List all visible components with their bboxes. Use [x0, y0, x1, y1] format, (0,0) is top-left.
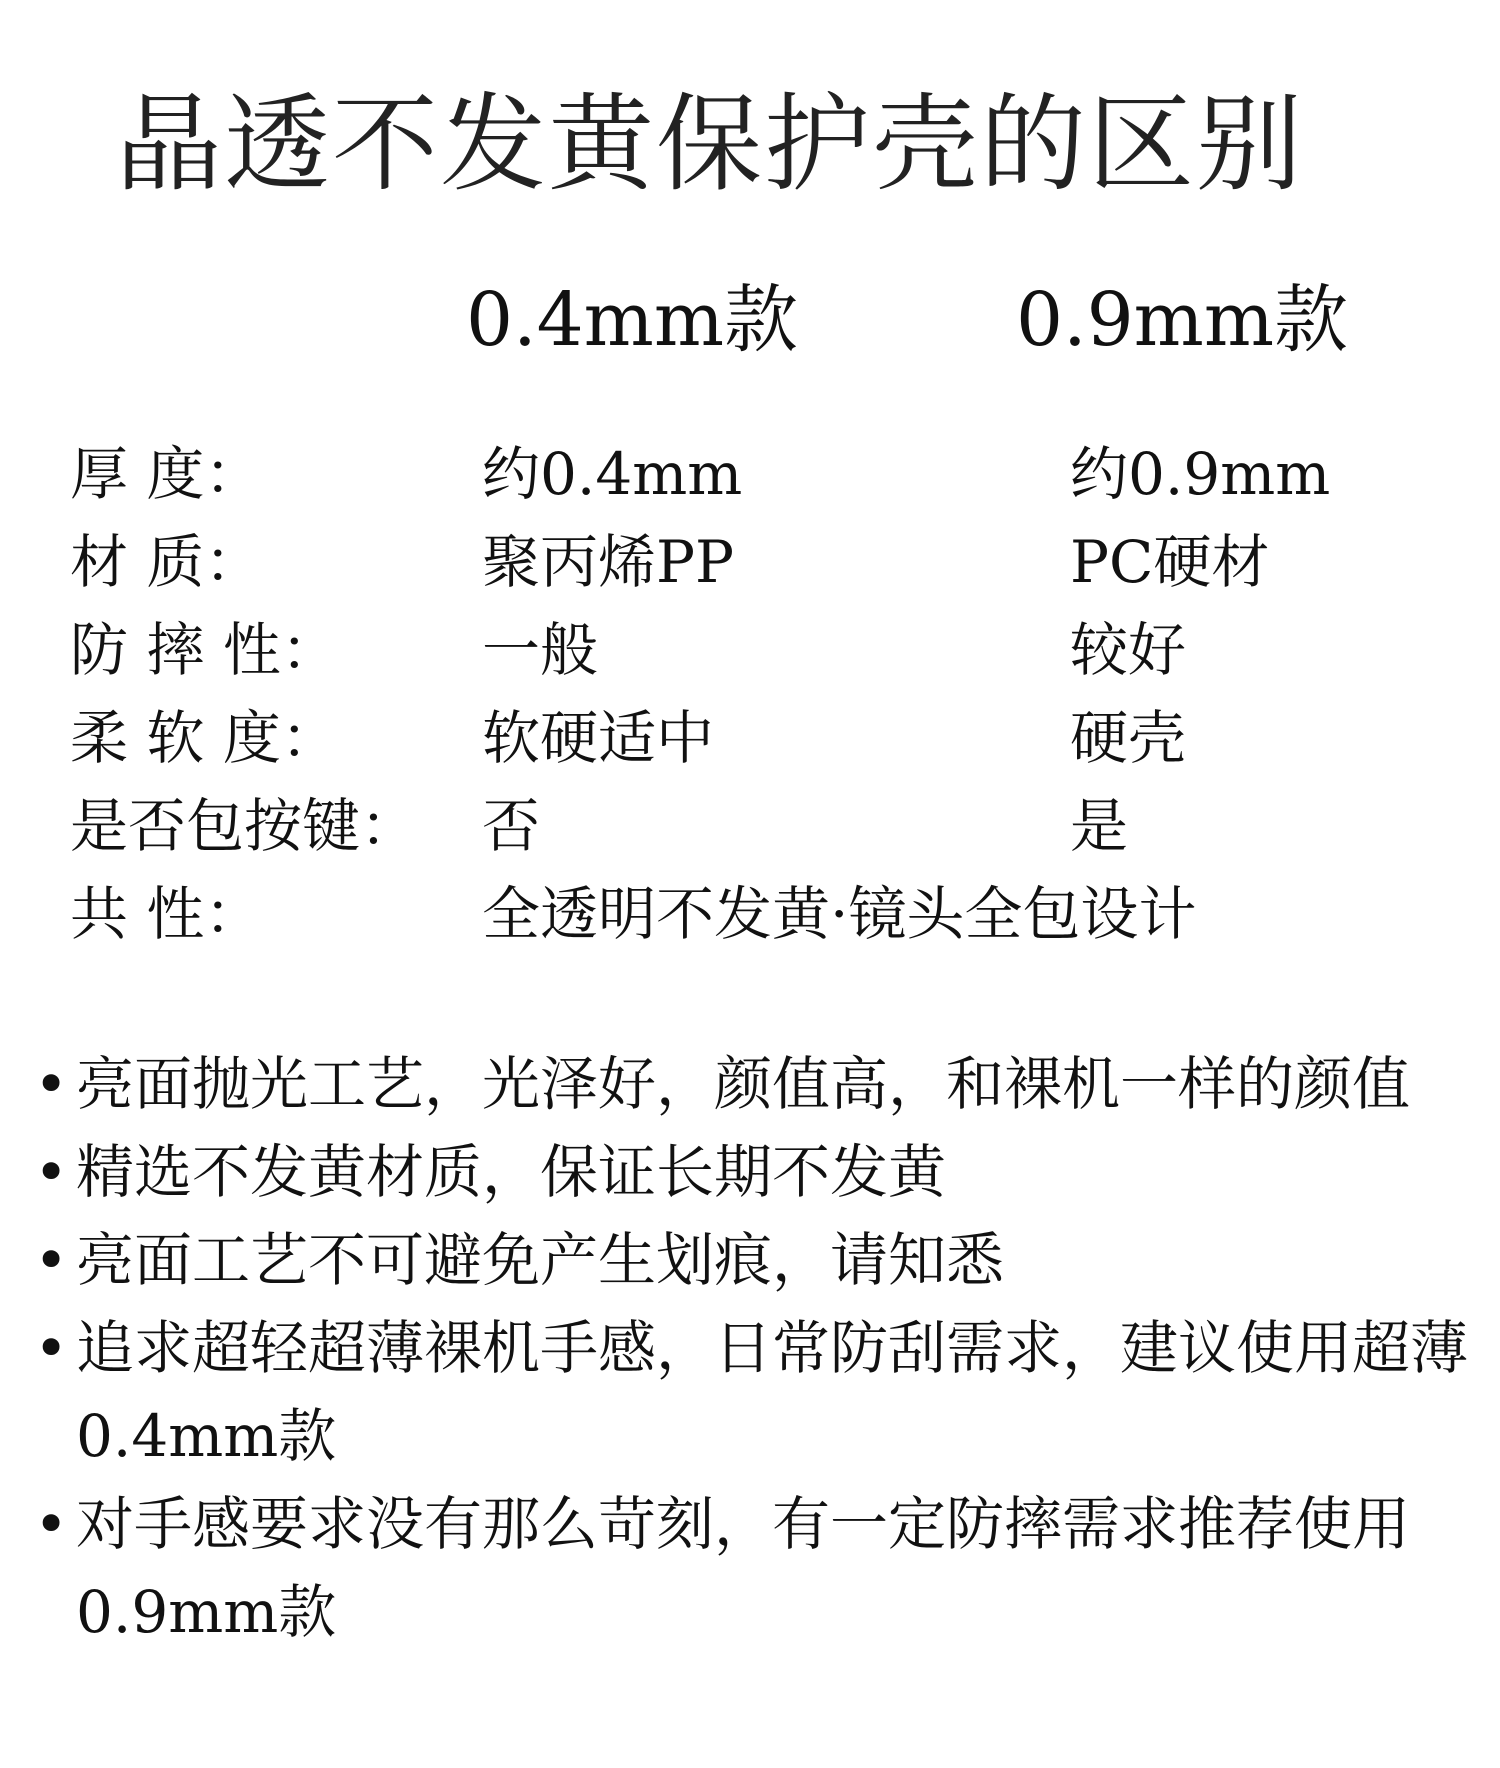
spec-value-0-9mm: 硬壳	[1070, 704, 1187, 772]
spec-value-0-4mm: 约0.4mm	[482, 440, 743, 508]
spec-row-material	[0, 518, 1500, 606]
spec-label: 防 摔 性：	[70, 616, 339, 684]
page-title: 晶透不发黄保护壳的区别	[116, 83, 1304, 206]
list-item	[30, 1304, 1470, 1480]
spec-label: 柔 软 度：	[70, 704, 339, 772]
spec-label: 厚 度：	[70, 440, 263, 508]
list-item-text: 亮面工艺不可避免产生划痕，请知悉	[76, 1226, 1005, 1294]
spec-value-0-9mm: 较好	[1070, 616, 1187, 684]
list-item-text: 追求超轻超薄裸机手感，日常防刮需求，建议使用超薄0.4mm款	[76, 1314, 1469, 1470]
spec-value-0-4mm: 聚丙烯PP	[482, 528, 735, 596]
spec-value-common: 全透明不发黄·镜头全包设计	[482, 880, 1197, 948]
spec-row-softness	[0, 694, 1500, 782]
spec-value-0-9mm: 是	[1070, 792, 1129, 860]
spec-row-thickness	[0, 430, 1500, 518]
spec-label: 材 质：	[70, 528, 263, 596]
spec-row-drop-resistance	[0, 606, 1500, 694]
bullet-icon: •	[34, 1314, 69, 1382]
list-item-text: 亮面抛光工艺，光泽好，颜值高，和裸机一样的颜值	[76, 1050, 1411, 1118]
list-item	[30, 1040, 1470, 1128]
list-item-text: 对手感要求没有那么苛刻，有一定防摔需求推荐使用0.9mm款	[76, 1490, 1411, 1646]
list-item	[30, 1128, 1470, 1216]
column-header-0-4mm: 0.4mm款	[466, 277, 799, 363]
spec-row-button-cover	[0, 782, 1500, 870]
bullet-icon: •	[34, 1226, 69, 1294]
spec-label: 共 性：	[70, 880, 263, 948]
spec-value-0-4mm: 一般	[482, 616, 599, 684]
bullet-icon: •	[34, 1490, 69, 1558]
spec-row-common	[0, 870, 1500, 958]
column-header-0-9mm: 0.9mm款	[1016, 277, 1349, 363]
spec-value-0-4mm: 否	[482, 792, 541, 860]
spec-value-0-9mm: PC硬材	[1070, 528, 1270, 596]
spec-value-0-4mm: 软硬适中	[482, 704, 715, 772]
list-item-text: 精选不发黄材质，保证长期不发黄	[76, 1138, 947, 1206]
spec-value-0-9mm: 约0.9mm	[1070, 440, 1331, 508]
feature-list	[30, 1040, 1470, 1656]
bullet-icon: •	[34, 1138, 69, 1206]
list-item	[30, 1216, 1470, 1304]
bullet-icon: •	[34, 1050, 69, 1118]
spec-label: 是否包按键：	[70, 792, 419, 860]
list-item	[30, 1480, 1470, 1656]
